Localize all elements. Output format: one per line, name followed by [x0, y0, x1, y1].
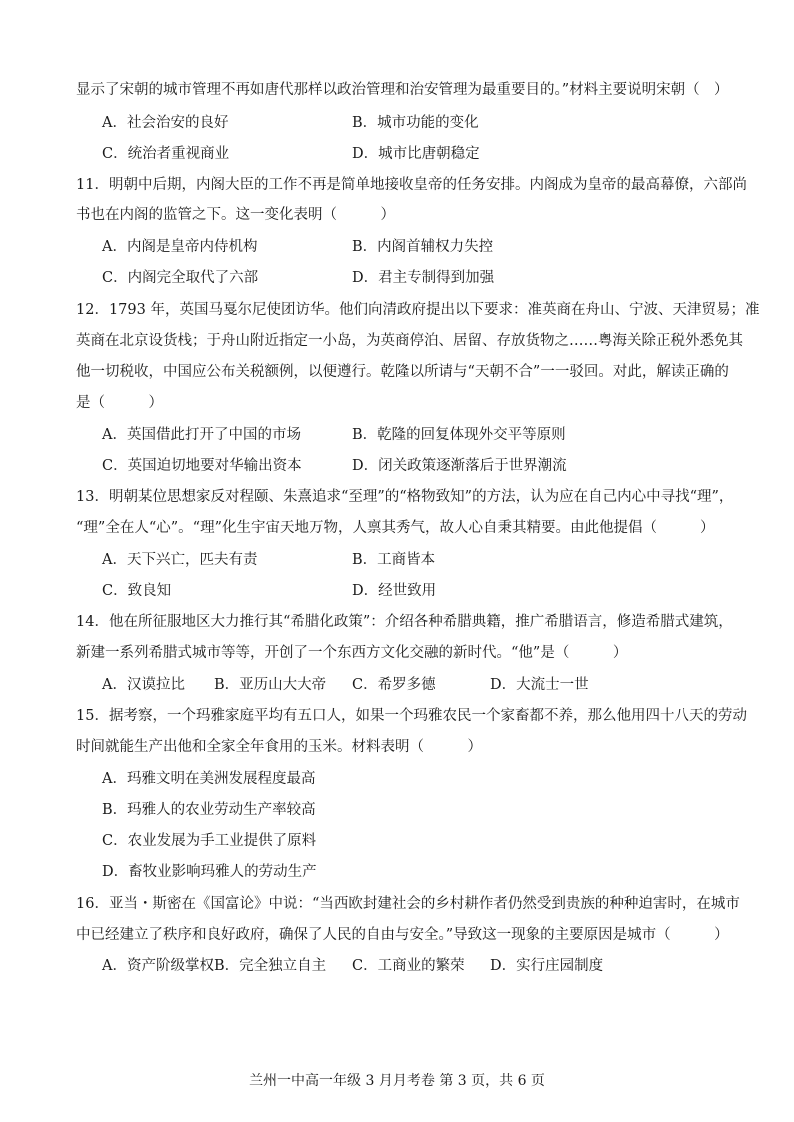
question-12-option-c: C．英国迫切地要对华输出资本 — [102, 458, 302, 474]
question-11-stem-line-2: 书也在内阁的监管之下。这一变化表明（ ） — [76, 207, 395, 223]
question-14-stem-line-2: 新建一系列希腊式城市等等，开创了一个东西方文化交融的新时代。“他”是（ ） — [76, 645, 628, 661]
question-13-answer-paren: ） — [700, 520, 715, 536]
question-14-option-b: B．亚历山大大帝 — [214, 677, 327, 693]
question-15-option-a: A．玛雅文明在美洲发展程度最高 — [102, 771, 316, 787]
question-16-option-a: A．资产阶级掌权 — [102, 958, 214, 974]
question-12-option-d: D．闭关政策逐渐落后于世界潮流 — [352, 458, 567, 474]
question-10-answer-paren: ） — [714, 82, 729, 98]
question-10-option-a: A．社会治安的良好 — [102, 115, 229, 131]
question-10-option-c: C．统治者重视商业 — [102, 146, 230, 162]
question-14-option-d: D．大流士一世 — [490, 677, 589, 693]
question-14-option-a: A．汉谟拉比 — [102, 677, 185, 693]
page-footer: 兰州一中高一年级 3 月月考卷 第 3 页，共 6 页 — [249, 1073, 545, 1089]
question-13-stem-line-1: 13．明朝某位思想家反对程颐、朱熹追求“至理”的“格物致知”的方法，认为应在自己内心中寻找“理”， — [76, 489, 734, 505]
question-11-option-d: D．君主专制得到加强 — [352, 270, 495, 286]
question-10-option-d: D．城市比唐朝稳定 — [352, 146, 480, 162]
question-12-stem-line-3: 他一切税收，中国应公布关税额例，以便遵行。乾隆以所请与“天朝不合”一一驳回。对此，解读正确的 — [76, 364, 729, 380]
question-13-option-a: A．天下兴亡，匹夫有责 — [102, 552, 258, 568]
question-13-option-d: D．经世致用 — [352, 583, 437, 599]
question-10-stem-tail: 显示了宋朝的城市管理不再如唐代那样以政治管理和治安管理为最重要目的。”材料主要说明宋朝（ — [76, 82, 700, 98]
question-12-stem-line-4: 是（ ） — [76, 395, 163, 411]
question-14-stem-line-1: 14．他在所征服地区大力推行其“希腊化政策”：介绍各种希腊典籍，推广希腊语言，修造希腊式建筑， — [76, 614, 733, 630]
question-16-option-b: B．完全独立自主 — [214, 958, 327, 974]
question-16-option-c: C．工商业的繁荣 — [352, 958, 465, 974]
question-11-option-a: A．内阁是皇帝内侍机构 — [102, 239, 258, 255]
question-15-option-c: C．农业发展为手工业提供了原料 — [102, 833, 317, 849]
question-15-stem-line-2: 时间就能生产出他和全家全年食用的玉米。材料表明（ ） — [76, 739, 482, 755]
question-10-option-b: B．城市功能的变化 — [352, 115, 479, 131]
question-15-option-b: B．玛雅人的农业劳动生产率较高 — [102, 802, 316, 818]
question-16-option-d: D．实行庄园制度 — [490, 958, 604, 974]
question-11-option-b: B．内阁首辅权力失控 — [352, 239, 494, 255]
question-15-stem-line-1: 15．据考察，一个玛雅家庭平均有五口人，如果一个玛雅农民一个家畜都不养，那么他用四十八天的劳动 — [76, 708, 747, 724]
question-13-option-c: C．致良知 — [102, 583, 172, 599]
question-12-stem-line-2: 英商在北京设货栈；于舟山附近指定一小岛，为英商停泊、居留、存放货物之……粤海关除正税外悉免其 — [76, 333, 743, 349]
question-16-stem-line-1: 16．亚当・斯密在《国富论》中说：“当西欧封建社会的乡村耕作者仍然受到贵族的种种迫害时，在城市 — [76, 896, 740, 912]
question-12-option-b: B．乾隆的回复体现外交平等原则 — [352, 427, 566, 443]
question-11-stem-line-1: 11．明朝中后期，内阁大臣的工作不再是简单地接收皇帝的任务安排。内阁成为皇帝的最高幕僚，六部尚 — [76, 177, 747, 193]
question-12-stem-line-1: 12．1793 年，英国马戛尔尼使团访华。他们向清政府提出以下要求：准英商在舟山、宁波、天津贸易；准 — [76, 302, 760, 318]
question-16-stem-line-2: 中已经建立了秩序和良好政府，确保了人民的自由与安全。”导致这一现象的主要原因是城市（ ） — [76, 927, 729, 943]
question-12-option-a: A．英国借此打开了中国的市场 — [102, 427, 301, 443]
question-14-option-c: C．希罗多德 — [352, 677, 436, 693]
question-15-option-d: D．畜牧业影响玛雅人的劳动生产 — [102, 864, 317, 880]
question-11-option-c: C．内阁完全取代了六部 — [102, 270, 259, 286]
question-13-stem-line-2: “理”全在人“心”。“理”化生宇宙天地万物，人禀其秀气，故人心自秉其精要。由此他提倡（ — [76, 520, 657, 536]
question-13-option-b: B．工商皆本 — [352, 552, 436, 568]
